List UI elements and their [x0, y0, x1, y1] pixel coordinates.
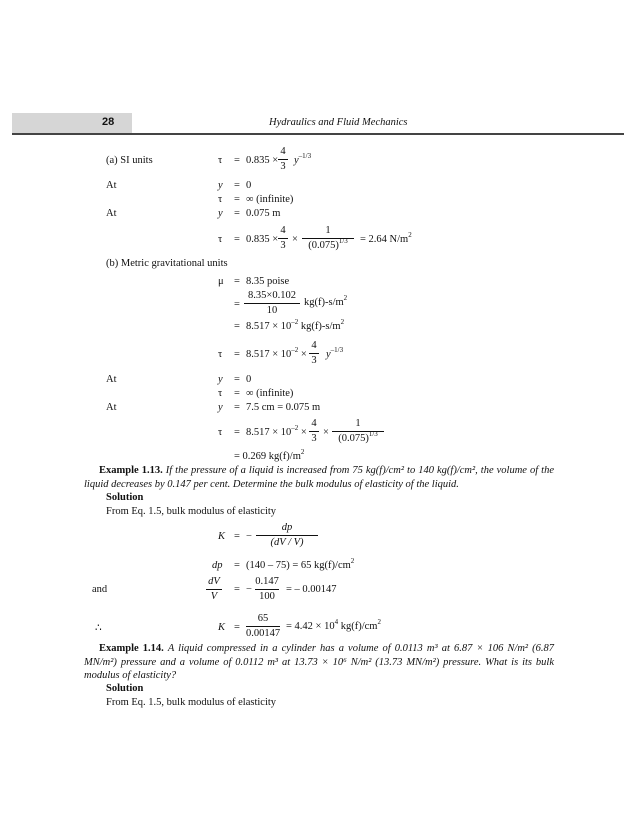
y-value: 0 [246, 374, 252, 385]
fraction-4-3: 4 3 [278, 225, 288, 252]
y-symbol: y [218, 402, 223, 413]
y-symbol: y [218, 208, 223, 219]
mu-result: $8.517 \times 10^{-2}$ $kg(f)-s/m^2$ [246, 318, 345, 332]
y-symbol: y [218, 180, 223, 191]
equals: = [234, 584, 240, 595]
coefficient: $8.517 \times 10^{-2}$ × [246, 424, 307, 438]
minus: − [246, 531, 252, 542]
at-label: At [106, 208, 117, 219]
at-label: At [106, 402, 117, 413]
solution-heading: Solution [106, 492, 144, 503]
fraction-4-3: 4 3 [309, 418, 319, 445]
fraction-65-000147: 65 0.00147 [246, 613, 281, 639]
fraction-4-3: 4 3 [309, 340, 319, 367]
result: = 0.269 $kg(f)/m^2$ [234, 448, 305, 462]
equals: = [234, 208, 240, 219]
equals: = [234, 402, 240, 413]
equals: = [234, 180, 240, 191]
mu-symbol: μ [218, 276, 224, 287]
at-label: At [106, 374, 117, 385]
y-symbol: y [218, 374, 223, 385]
equals: = [234, 299, 240, 310]
mu-value: 8.35 poise [246, 276, 290, 287]
tau-value: ∞ (infinite) [246, 388, 294, 399]
intro-sentence: From Eq. 1.5, bulk modulus of elasticity [106, 697, 277, 708]
k-result: = $4.42 \times 10^4$ $kg(f)/cm^2$ [286, 618, 381, 632]
equals: = [234, 155, 240, 166]
times: × [292, 234, 298, 245]
equals: = [234, 374, 240, 385]
fraction-dp-dvv: dp (dV / V) [256, 522, 318, 549]
header-rule [12, 133, 624, 135]
result: = 2.64 $N/m^2$ [360, 231, 412, 245]
times: × [323, 427, 329, 438]
fraction-1-over-0075: 1 $(0.075)^{1/3}$ [332, 418, 384, 445]
k-symbol: K [218, 531, 226, 542]
book-title: Hydraulics and Fluid Mechanics [269, 117, 408, 128]
intro-sentence: From Eq. 1.5, bulk modulus of elasticity [106, 506, 277, 517]
fraction-dv-v: dV V [206, 576, 222, 603]
and-label: and [92, 584, 108, 595]
y-value: 0.075 m [246, 208, 281, 219]
si-units-label: (a) SI units [106, 155, 153, 166]
tau-symbol: τ [218, 388, 223, 399]
therefore-symbol: ∴ [95, 623, 102, 634]
example-1-14-statement: Example 1.14. A liquid compressed in a cylinder has a volume of 0.0113 m³ at 6.87 × 106 N/m² (6.87 MN/m²) pressure and a volume of 0.0112 m³ at 13.73 × 10⁶ N/m² (13.73 MN/m²) pressure. What is its bulk modulus of elasticity? [84, 643, 555, 681]
coefficient: 0.835 × [246, 155, 279, 166]
fraction-conversion: 8.35×0.102 10 [244, 290, 300, 317]
tau-symbol: τ [218, 349, 223, 360]
conversion-unit: $kg(f)-s/m^2$ [304, 294, 348, 308]
page-number: 28 [102, 116, 115, 128]
k-symbol: K [218, 622, 226, 633]
y-value: 0 [246, 180, 252, 191]
equals: = [234, 194, 240, 205]
tau-symbol: τ [218, 427, 223, 438]
metric-units-label: (b) Metric gravitational units [106, 258, 228, 269]
page-header [12, 113, 624, 135]
equals: = [234, 321, 240, 332]
equals: = [234, 531, 240, 542]
fraction-4-3: 4 3 [278, 146, 288, 173]
equals: = [234, 234, 240, 245]
solution-heading: Solution [106, 683, 144, 694]
y-value: 7.5 cm = 0.075 m [246, 402, 321, 413]
minus: − [246, 584, 252, 595]
tau-value: ∞ (infinite) [246, 194, 294, 205]
coefficient: $8.517 \times 10^{-2}$ × [246, 346, 307, 360]
y-power: $y^{-1/3}$ [294, 152, 312, 166]
equals: = [234, 349, 240, 360]
equals: = [234, 276, 240, 287]
tau-symbol: τ [218, 194, 223, 205]
equals: = [234, 427, 240, 438]
dp-symbol: dp [212, 560, 223, 571]
y-power: $y^{-1/3}$ [326, 346, 344, 360]
tau-symbol: τ [218, 155, 223, 166]
coefficient: 0.835 × [246, 234, 279, 245]
fraction-0147-100: 0.147 100 [255, 576, 279, 602]
equals: = [234, 388, 240, 399]
example-1-13-statement: Example 1.13. If the pressure of a liquid is increased from 75 kg(f)/cm² to 140 kg(f)/cm², the volume of the liquid decreases by 0.147 per cent. Determine the bulk modulus of elasticity of the liquid. [84, 465, 555, 490]
tau-symbol: τ [218, 234, 223, 245]
dvv-result: = – 0.00147 [286, 584, 337, 595]
at-label: At [106, 180, 117, 191]
equals: = [234, 622, 240, 633]
fraction-1-over-0075: 1 $(0.075)^{1/3}$ [302, 225, 354, 252]
dp-value: (140 – 75) = 65 $kg(f)/cm^2$ [246, 557, 355, 571]
equals: = [234, 560, 240, 571]
